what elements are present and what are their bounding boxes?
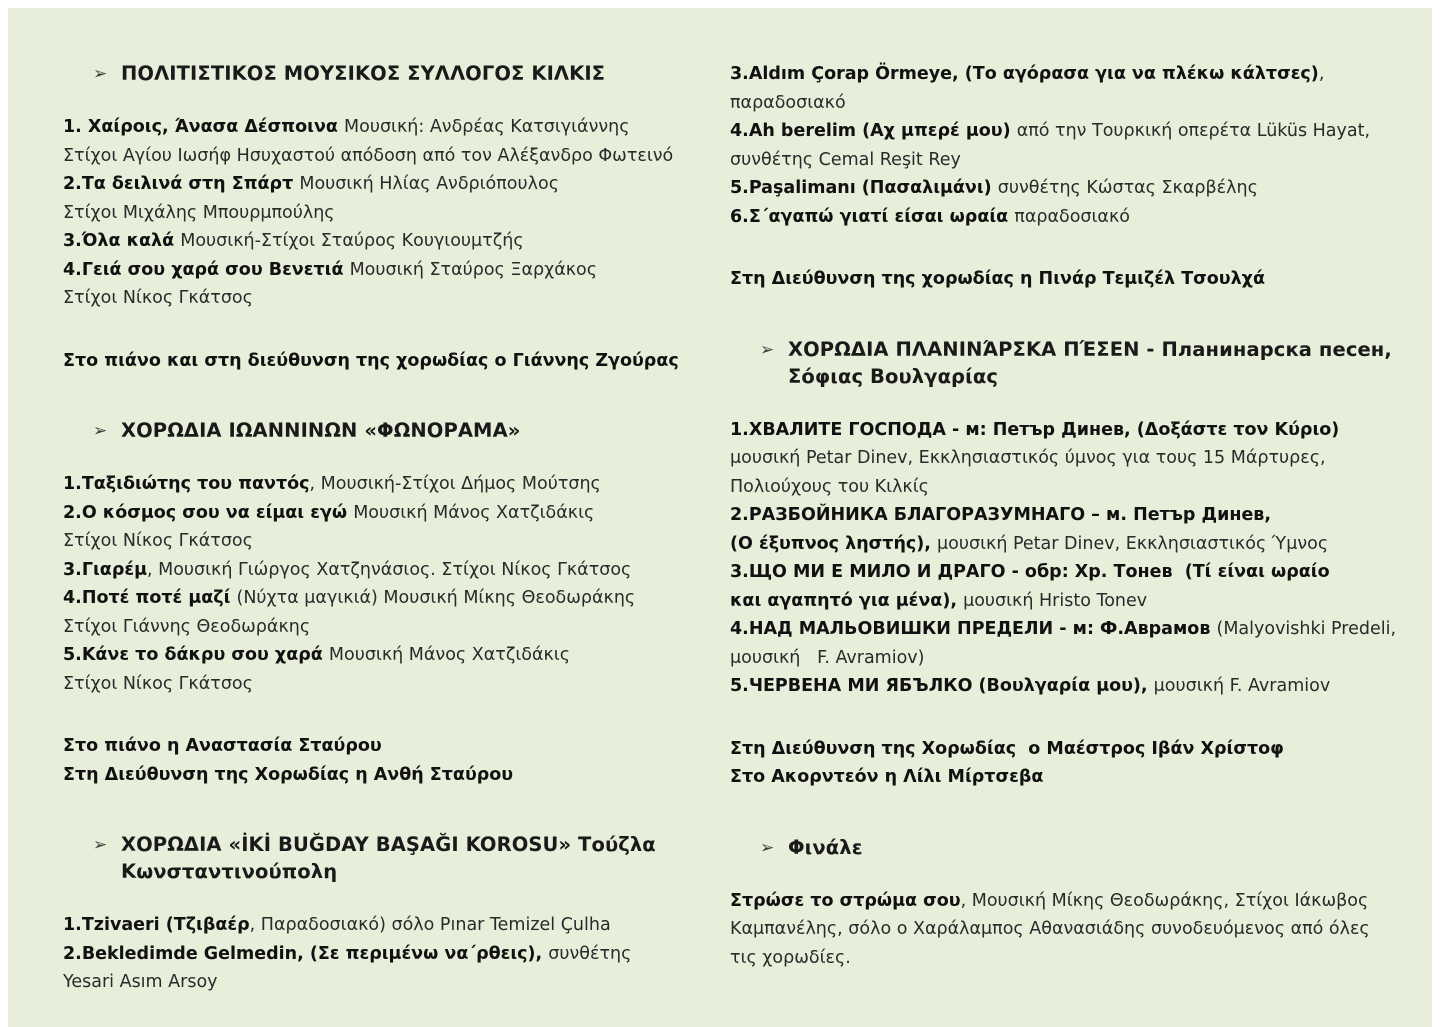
- arrow-bullet-icon: ➢: [760, 339, 775, 360]
- list-item: [63, 556, 700, 585]
- line-rest: τις χορωδίες.: [730, 947, 851, 968]
- line-rest: παραδοσιακό: [730, 92, 846, 113]
- list-item: [730, 473, 1402, 502]
- spacer: [730, 792, 1402, 834]
- line-rest: Καμπανέλης, σόλο ο Χαράλαμπος Αθανασιάδης συνοδευόμενος από όλες: [730, 919, 1370, 939]
- section-heading-label: [121, 831, 656, 885]
- list-item: [730, 60, 1402, 89]
- heading-line-2: Σόφιας Βουλγαρίας: [788, 364, 998, 388]
- line-rest: από την Τουρκική οπερέτα Lüküs Hayat,: [1016, 121, 1371, 141]
- spacer: [63, 87, 700, 113]
- line-rest: παραδοσιακό: [1014, 206, 1130, 227]
- arrow-bullet-icon: ➢: [93, 64, 108, 84]
- list-item: [730, 117, 1402, 146]
- list-item: [730, 587, 1402, 616]
- section-heading-planinarska-pesen: [730, 336, 1402, 390]
- line-bold: 3.Aldım Çorap Örmeye, (Το αγόρασα για να πλέκω κάλτσες): [730, 64, 1319, 84]
- line-bold: 4.Ποτέ ποτέ μαζί: [63, 588, 237, 608]
- list-item: [730, 203, 1402, 232]
- line-bold: 3.ЩО МИ Е МИЛО И ДРАГО - обр: Хр. Тонев (Τί είναι ωραίο: [730, 562, 1330, 582]
- section-heading-label: [788, 336, 1392, 390]
- line-rest: Μουσική: Ανδρέας Κατσιγιάννης: [344, 117, 630, 137]
- line-rest: , Μουσική-Στίχοι Δήμος Μούτσης: [309, 474, 601, 494]
- line-rest: (Νύχτα μαγικιά) Μουσική Μίκης Θεοδωράκης: [236, 588, 636, 608]
- credit-conductor-zgouras: Στο πιάνο και στη διεύθυνση της χορωδίας ο Γιάννης Ζγούρας: [63, 350, 679, 371]
- song-list-fonorama: [63, 470, 700, 698]
- list-item: [63, 940, 700, 969]
- spacer: [730, 861, 1402, 887]
- spacer: [63, 789, 700, 831]
- spacer: [63, 698, 700, 732]
- list-item: [63, 670, 700, 699]
- credit-accordion-mirtseva: Στο Ακορντεόν η Λίλι Μίρτσεβα: [730, 767, 1044, 787]
- list-item: [730, 944, 1402, 973]
- list-item: [63, 584, 700, 613]
- line-bold: 5.Paşalimanı (Πασαλιμάνι): [730, 178, 998, 198]
- spacer: [730, 231, 1402, 265]
- list-item: [730, 915, 1402, 944]
- list-item: [730, 558, 1402, 587]
- line-bold: 6.Σ΄αγαπώ γιατί είσαι ωραία: [730, 206, 1015, 227]
- list-item: [730, 615, 1402, 644]
- line-rest: Μουσική-Στίχοι Σταύρος Κουγιουμτζής: [180, 231, 524, 251]
- list-item: [730, 530, 1402, 559]
- line-bold: 1. Χαίροις, Άνασα Δέσποινα: [63, 117, 345, 137]
- line-rest: Μουσική Μάνος Χατζιδάκις: [328, 645, 571, 665]
- line-rest: , Μουσική Μίκης Θεοδωράκης, Στίχοι Ιάκωβος: [960, 890, 1369, 911]
- line-rest: , Παραδοσιακό) σόλο Pınar Temizel Çulha: [249, 915, 611, 935]
- line-rest: Yesari Asım Arsoy: [63, 972, 218, 992]
- song-list-iki-bugday: [63, 911, 700, 997]
- section-heading-finale: [730, 834, 1402, 861]
- line-rest: Στίχοι Αγίου Ιωσήφ Ησυχαστού απόδοση από τον Αλέξανδρο Φωτεινό: [63, 145, 674, 166]
- song-list-planinarska-pesen: [730, 416, 1402, 701]
- line-bold: 3.Όλα καλά: [63, 231, 181, 251]
- line-rest: Στίχοι Νίκος Γκάτσος: [63, 673, 253, 694]
- list-item: [730, 416, 1402, 445]
- line-rest: , Μουσική Γιώργος Χατζηνάσιος. Στίχοι Νίκος Γκάτσος: [146, 559, 632, 580]
- line-rest: (Malyovishki Predeli,: [1216, 619, 1397, 639]
- section-heading-label: ΧΟΡΩΔΙΑ ΙΩΑΝΝΙΝΩΝ «ΦΩΝΟΡΑΜΑ»: [121, 419, 521, 442]
- line-bold: 5.Κάνε το δάκρυ σου χαρά: [63, 645, 329, 665]
- line-bold: 4.НАД МАЛЬОВИШКИ ПРЕДЕЛИ - м: Ф.Аврамов: [730, 619, 1217, 639]
- line-rest: μουσική F. Avramiov: [1153, 676, 1331, 696]
- list-item: [63, 527, 700, 556]
- list-item: [63, 499, 700, 528]
- list-item: [63, 470, 700, 499]
- list-item: [63, 641, 700, 670]
- line-bold: Στρώσε το στρώμα σου: [730, 890, 961, 911]
- line-rest: Στίχοι Μιχάλης Μπουρμπούλης: [63, 202, 335, 223]
- list-item: [730, 887, 1402, 916]
- line-bold: 2.Bekledimde Gelmedin, (Σε περιμένω να΄ρθεις),: [63, 943, 549, 964]
- line-rest: συνθέτης Cemal Reşit Rey: [730, 149, 961, 170]
- line-rest: μουσική Hristo Tonev: [963, 590, 1148, 611]
- list-item: [730, 644, 1402, 673]
- line-rest: μουσική Petar Dinev, Εκκλησιαστικός ύμνος για τους 15 Μάρτυρες,: [730, 448, 1326, 468]
- line-bold: (Ο έξυπνος ληστής),: [730, 533, 938, 554]
- list-item: [730, 174, 1402, 203]
- heading-line-2: Κωνσταντινούπολη: [121, 860, 338, 883]
- line-bold: 5.ЧЕРВЕНА МИ ЯБЪЛКО (Βουλγαρία μου),: [730, 676, 1154, 696]
- line-bold: 2.Τα δειλινά στη Σπάρτ: [63, 174, 300, 194]
- spacer: [63, 375, 700, 417]
- list-item: [63, 968, 700, 997]
- list-item: [63, 113, 700, 142]
- line-rest: Μουσική Μάνος Χατζιδάκις: [353, 502, 595, 523]
- program-page: [8, 8, 1432, 1027]
- spacer: [730, 390, 1402, 416]
- line-bold: 3.Γιαρέμ: [63, 559, 147, 580]
- two-column-layout: [8, 8, 1432, 1027]
- credit-conductor-temizel: Στη Διεύθυνση της χορωδίας η Πινάρ Τεμιζέλ Τσουλχά: [730, 269, 1265, 289]
- spacer: [63, 444, 700, 470]
- line-rest: συνθέτης: [548, 943, 632, 964]
- song-list-iki-bugday-continued: [730, 60, 1402, 231]
- heading-line-1: ΧΟΡΩΔΙΑ «İKİ BUĞDAY BAŞAĞI KOROSU» Τούζλα: [121, 833, 656, 856]
- list-item: [63, 142, 700, 171]
- credit-piano-stavrou: Στο πιάνο η Αναστασία Σταύρου: [63, 736, 382, 756]
- arrow-bullet-icon: ➢: [760, 837, 775, 858]
- song-list-politistikos: [63, 113, 700, 313]
- line-bold: 1.Ταξιδιώτης του παντός: [63, 474, 310, 494]
- list-item: [730, 89, 1402, 118]
- line-bold: 1.Tzivaeri (Τζιβαέρ: [63, 915, 250, 935]
- left-column: [8, 8, 720, 997]
- spacer: [730, 701, 1402, 735]
- line-rest: Στίχοι Νίκος Γκάτσος: [63, 288, 253, 308]
- arrow-bullet-icon: ➢: [93, 835, 108, 855]
- line-rest: Μουσική Σταύρος Ξαρχάκος: [349, 259, 598, 280]
- line-bold: 4.Γειά σου χαρά σου Βενετιά: [63, 259, 350, 280]
- section-heading-fonorama: [63, 417, 700, 444]
- list-item: [63, 256, 700, 285]
- section-heading-label: ΠΟΛΙΤΙΣΤΙΚΟΣ ΜΟΥΣΙΚΟΣ ΣΥΛΛΟΓΟΣ ΚΙΛΚΙΣ: [121, 62, 606, 85]
- list-item: [63, 170, 700, 199]
- line-rest: ,: [1318, 64, 1325, 84]
- arrow-bullet-icon: ➢: [93, 421, 108, 441]
- line-rest: Πολιούχους του Κιλκίς: [730, 476, 929, 497]
- list-item: [63, 227, 700, 256]
- spacer: [730, 294, 1402, 336]
- song-list-finale: [730, 887, 1402, 973]
- line-bold: 2.Ο κόσμος σου να είμαι εγώ: [63, 502, 354, 523]
- list-item: [63, 284, 700, 313]
- list-item: [63, 613, 700, 642]
- section-heading-label: Φινάλε: [788, 835, 863, 859]
- right-column: [720, 8, 1432, 972]
- line-bold: και αγαπητό για μένα),: [730, 590, 964, 611]
- line-bold: 1.ХВАЛИТЕ ГОСПОДА - м: Петър Динев, (Δοξάστε τον Κύριο): [730, 419, 1340, 440]
- list-item: [730, 501, 1402, 530]
- line-rest: μουσική Petar Dinev, Εκκλησιαστικός Ύμνος: [937, 533, 1329, 554]
- list-item: [63, 911, 700, 940]
- line-bold: 2.РАЗБОЙНИКА БЛАГОРАЗУМНАГО – м. Петър Динев,: [730, 505, 1272, 525]
- heading-line-1: ΧΟΡΩΔΙΑ ΠΛΑΝΙΝΆΡΣΚΑ ΠΈΣΕΝ - Планинарска песен,: [788, 337, 1392, 361]
- line-rest: Μουσική Ηλίας Ανδριόπουλος: [299, 174, 559, 194]
- list-item: [63, 199, 700, 228]
- credit-conductor-stavrou: Στη Διεύθυνση της Χορωδίας η Ανθή Σταύρου: [63, 764, 514, 785]
- list-item: [730, 444, 1402, 473]
- section-heading-politistikos: [63, 60, 700, 87]
- list-item: [730, 672, 1402, 701]
- line-bold: 4.Ah berelim (Αχ μπερέ μου): [730, 121, 1017, 141]
- spacer: [63, 885, 700, 911]
- line-rest: Στίχοι Νίκος Γκάτσος: [63, 531, 253, 551]
- spacer: [63, 313, 700, 347]
- line-rest: συνθέτης Κώστας Σκαρβέλης: [997, 178, 1258, 198]
- section-heading-iki-bugday: [63, 831, 700, 885]
- credit-conductor-hristov: Στη Διεύθυνση της Χορωδίας ο Μαέστρος Ιβάν Χρίστοφ: [730, 738, 1284, 759]
- list-item: [730, 146, 1402, 175]
- line-rest: μουσική F. Avramiov): [730, 647, 925, 668]
- line-rest: Στίχοι Γιάννης Θεοδωράκης: [63, 616, 311, 637]
